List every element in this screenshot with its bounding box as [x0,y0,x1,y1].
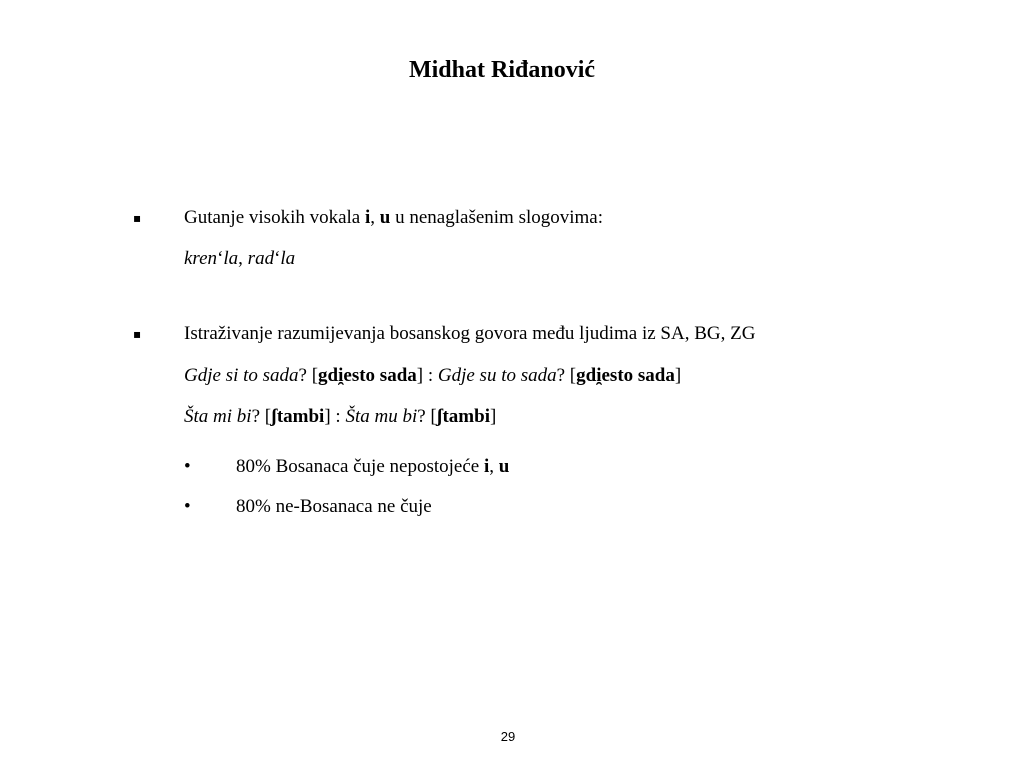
transcription: ʃtambi [436,406,490,427]
example-phrase: Šta mi bi [184,406,252,427]
example-phrase: Gdje su to sada [437,365,557,386]
page-number: 29 [500,729,516,744]
apostrophe-mark: ‘ [274,248,281,269]
vowel-u: u [379,207,391,228]
section2-line1: Istraživanje razumijevanja bosanskog govora među ljudima iz SA, BG, ZG [184,323,756,344]
example-word: la [223,248,239,269]
example-phrase: Gdje si to sada [184,365,299,386]
square-bullet-icon: ▪ [133,327,142,341]
text-segment: ] : [324,406,346,427]
text-segment: ? [ [298,365,319,386]
text-segment: ] [489,406,497,427]
example-word: rad [247,248,275,269]
text-segment: ] : [416,365,438,386]
text-segment: , [370,207,380,228]
section1-line2 [184,247,295,271]
bullet-item-1 [236,455,509,479]
example-word: la [280,248,296,269]
section2-line2 [184,364,681,388]
example-word: kren [184,248,218,269]
vowel-i: i [483,456,490,477]
bullet-item-2: 80% ne-Bosanaca ne čuje [236,496,432,517]
slide-title: Midhat Riđanović [408,57,596,83]
section1-line1 [184,206,603,230]
text-segment: , [489,456,499,477]
text-segment: ? [ [417,406,437,427]
round-bullet-icon: • [184,496,191,517]
text-segment: ] [674,365,682,386]
vowel-i: i [365,207,371,228]
text-segment: , [238,248,248,269]
apostrophe-mark: ‘ [217,248,224,269]
vowel-u: u [498,456,510,477]
text-segment: ? [ [251,406,272,427]
transcription: ʃtambi [271,406,325,427]
transcription: gdi̯esto sada [576,365,675,386]
text-segment: u nenaglašenim slogovima: [390,207,604,228]
text-segment: Gutanje visokih vokala [184,207,365,228]
round-bullet-icon: • [184,456,191,477]
example-phrase: Šta mu bi [345,406,418,427]
section2-line3 [184,405,496,429]
transcription: gdi̯esto sada [318,365,417,386]
text-segment: ? [ [556,365,577,386]
text-segment: 80% Bosanaca čuje nepostojeće [236,456,484,477]
square-bullet-icon: ▪ [133,211,142,225]
